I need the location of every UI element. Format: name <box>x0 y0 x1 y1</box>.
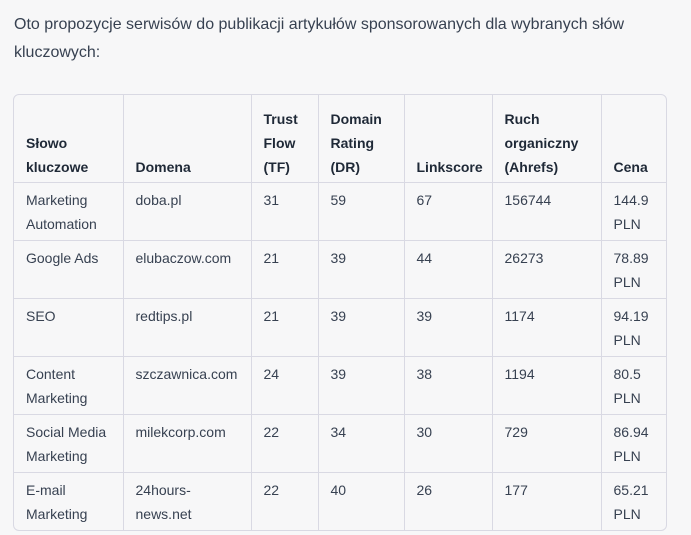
cell-domain-rating: 59 <box>318 183 404 241</box>
cell-price: 65.21 PLN <box>613 482 649 522</box>
cell-domain: redtips.pl <box>123 299 251 357</box>
cell-keyword: Content Marketing <box>14 357 123 415</box>
table-row <box>14 241 666 299</box>
cell-domain: szczawnica.com <box>123 357 251 415</box>
header-domain-rating: Domain Rating (DR) <box>318 95 404 183</box>
cell-keyword: Social Media Marketing <box>14 415 123 473</box>
table-row <box>14 183 666 241</box>
cell-domain-rating: 39 <box>318 241 404 299</box>
cell-linkscore: 26 <box>404 473 492 531</box>
cell-domain: 24hours-news.net <box>123 473 251 531</box>
cell-trust-flow: 21 <box>251 241 318 299</box>
cell-organic-traffic: 26273 <box>492 241 601 299</box>
cell-keyword: SEO <box>14 299 123 357</box>
results-table <box>14 95 666 530</box>
header-keyword: Słowo kluczowe <box>14 95 123 183</box>
table-row <box>14 357 666 415</box>
cell-linkscore: 67 <box>404 183 492 241</box>
cell-trust-flow: 21 <box>251 299 318 357</box>
cell-keyword: Google Ads <box>14 241 123 299</box>
cell-keyword: E-mail Marketing <box>14 473 123 531</box>
cell-organic-traffic: 1174 <box>492 299 601 357</box>
cell-price: 86.94 PLN <box>601 415 666 473</box>
cell-price: 94.19 PLN <box>601 299 666 357</box>
header-trust-flow: Trust Flow (TF) <box>251 95 318 183</box>
cell-organic-traffic: 177 <box>492 473 601 531</box>
cell-price: 80.5 PLN <box>601 357 666 415</box>
cell-price: 78.89 PLN <box>601 241 666 299</box>
table-header-row <box>14 95 666 183</box>
header-price: Cena <box>601 95 666 183</box>
cell-organic-traffic: 729 <box>492 415 601 473</box>
cell-linkscore: 38 <box>404 357 492 415</box>
cell-trust-flow: 31 <box>251 183 318 241</box>
cell-domain-rating: 39 <box>318 357 404 415</box>
cell-linkscore: 39 <box>404 299 492 357</box>
header-linkscore: Linkscore <box>404 95 492 183</box>
cell-keyword: Marketing Automation <box>14 183 123 241</box>
cell-domain: elubaczow.com <box>123 241 251 299</box>
results-table-container <box>13 94 667 531</box>
cell-price: 144.9 PLN <box>601 183 666 241</box>
header-organic-traffic: Ruch organiczny (Ahrefs) <box>492 95 601 183</box>
cell-domain-rating: 39 <box>318 299 404 357</box>
cell-trust-flow: 22 <box>251 415 318 473</box>
table-row <box>14 473 666 531</box>
cell-domain: doba.pl <box>123 183 251 241</box>
intro-text: Oto propozycje serwisów do publikacji artykułów sponsorowanych dla wybranych słów kluczowych: <box>14 16 625 61</box>
cell-trust-flow: 24 <box>251 357 318 415</box>
cell-organic-traffic: 1194 <box>492 357 601 415</box>
cell-organic-traffic: 156744 <box>492 183 601 241</box>
cell-domain-rating: 34 <box>318 415 404 473</box>
cell-domain-rating: 40 <box>318 473 404 531</box>
cell-trust-flow: 22 <box>251 473 318 531</box>
table-row <box>14 415 666 473</box>
table-row <box>14 299 666 357</box>
cell-domain: milekcorp.com <box>123 415 251 473</box>
cell-linkscore: 30 <box>404 415 492 473</box>
cell-linkscore: 44 <box>404 241 492 299</box>
header-domain: Domena <box>123 95 251 183</box>
